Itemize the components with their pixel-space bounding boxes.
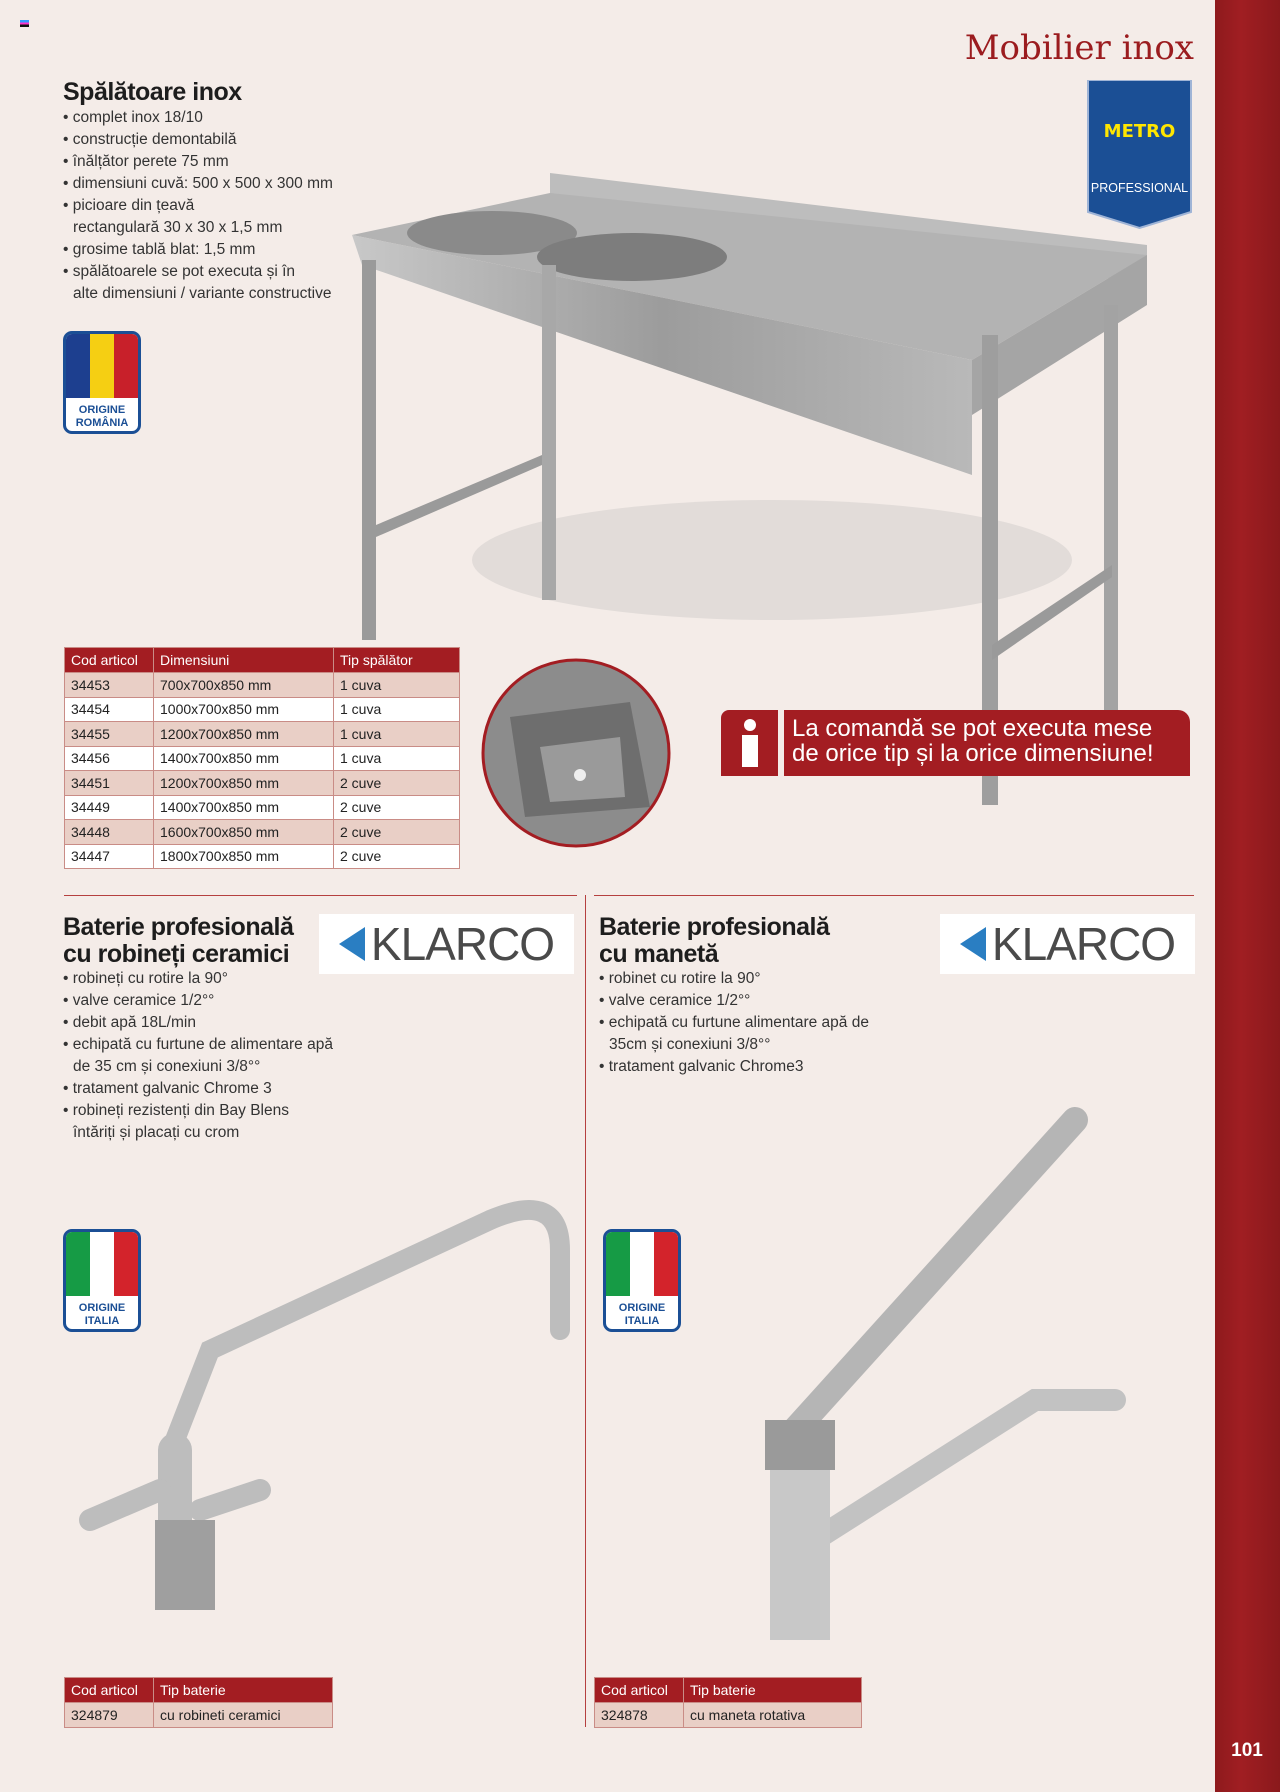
col-header: Cod articol: [65, 648, 154, 673]
table-cell: 1400x700x850 mm: [154, 795, 334, 820]
sink-detail-image: [480, 657, 672, 849]
table-cell: 1800x700x850 mm: [154, 844, 334, 869]
table-cell: 1 cuva: [334, 697, 460, 722]
table-cell: 1 cuva: [334, 746, 460, 771]
origin-italia-badge: ORIGINE ITALIA: [63, 1229, 141, 1332]
faucet2-image: [755, 1100, 1135, 1660]
custom-order-text: La comandă se pot executa mese de orice tip și la orice dimensiune!: [784, 710, 1190, 776]
color-marker-icon: [20, 20, 29, 27]
table-cell: 1 cuva: [334, 722, 460, 747]
table-cell: 1000x700x850 mm: [154, 697, 334, 722]
feature: • echipată cu furtune de alimentare apă de 35 cm și conexiuni 3/8°°: [63, 1034, 383, 1078]
table-cell: 34453: [65, 673, 154, 698]
table-cell: 700x700x850 mm: [154, 673, 334, 698]
sink-table: [64, 647, 460, 869]
faucet1-title: Baterie profesională cu robineți ceramici: [63, 913, 294, 968]
table-cell: 1400x700x850 mm: [154, 746, 334, 771]
table-cell: 2 cuve: [334, 820, 460, 845]
page-number: 101: [1231, 1740, 1263, 1761]
table-cell: 34455: [65, 722, 154, 747]
faucet1-features: [63, 968, 383, 1144]
table-cell: 34448: [65, 820, 154, 845]
table-row: [65, 844, 460, 869]
table-row: [65, 746, 460, 771]
feature: • complet inox 18/10: [63, 107, 363, 129]
table-cell: 2 cuve: [334, 795, 460, 820]
table-row: [65, 697, 460, 722]
origin-country: ROMÂNIA: [75, 417, 129, 429]
faucet1-table: Cod articol Tip baterie 324879 cu robineti ceramici: [64, 1677, 333, 1728]
sink-features: [63, 107, 363, 305]
table-row: [65, 722, 460, 747]
info-icon: [721, 710, 778, 776]
col-header: Tip spălător: [334, 648, 460, 673]
klarco-arrow-icon: [339, 927, 365, 961]
table-row: [65, 820, 460, 845]
feature: • tratament galvanic Chrome3: [599, 1056, 919, 1078]
faucet1-image: [60, 1190, 570, 1640]
table-cell: 2 cuve: [334, 771, 460, 796]
table-cell: 34456: [65, 746, 154, 771]
table-cell: 34451: [65, 771, 154, 796]
feature: • echipată cu furtune alimentare apă de 35cm și conexiuni 3/8°°: [599, 1012, 919, 1056]
feature: • valve ceramice 1/2°°: [599, 990, 919, 1012]
table-cell: 34447: [65, 844, 154, 869]
feature: • valve ceramice 1/2°°: [63, 990, 383, 1012]
metro-brand: METRO: [1103, 121, 1176, 142]
feature: • robineți rezistenți din Bay Blens întăriți și placați cu crom: [63, 1100, 383, 1144]
table-cell: 34454: [65, 697, 154, 722]
feature: • picioare din țeavă rectangulară 30 x 30 x 1,5 mm: [63, 195, 363, 239]
origin-label: ORIGINE: [78, 404, 126, 416]
feature: • dimensiuni cuvă: 500 x 500 x 300 mm: [63, 173, 363, 195]
feature: • tratament galvanic Chrome 3: [63, 1078, 383, 1100]
klarco-logo: KLARCO: [940, 914, 1195, 974]
table-cell: 34449: [65, 795, 154, 820]
custom-order-banner: [721, 710, 1190, 776]
page-title: Mobilier inox: [964, 28, 1194, 68]
feature: • construcție demontabilă: [63, 129, 363, 151]
faucet2-table: Cod articol Tip baterie 324878 cu maneta rotativa: [594, 1677, 862, 1728]
feature: • debit apă 18L/min: [63, 1012, 383, 1034]
divider: [594, 895, 1194, 896]
table-row: [65, 795, 460, 820]
klarco-arrow-icon: [960, 927, 986, 961]
origin-italia-badge: ORIGINE ITALIA: [603, 1229, 681, 1332]
feature: • grosime tablă blat: 1,5 mm: [63, 239, 363, 261]
feature: • robineți cu rotire la 90°: [63, 968, 383, 990]
feature: • înălțător perete 75 mm: [63, 151, 363, 173]
table-row: 324879 cu robineti ceramici: [65, 1703, 333, 1728]
divider-vertical: [585, 895, 586, 1727]
table-cell: 1200x700x850 mm: [154, 722, 334, 747]
table-cell: 2 cuve: [334, 844, 460, 869]
origin-romania-badge: [63, 331, 141, 434]
faucet2-features: [599, 968, 919, 1078]
col-header: Dimensiuni: [154, 648, 334, 673]
klarco-logo: KLARCO: [319, 914, 574, 974]
side-band: [1215, 0, 1280, 1792]
table-row: [65, 771, 460, 796]
table-row: 324878 cu maneta rotativa: [595, 1703, 862, 1728]
faucet2-title: Baterie profesională cu manetă: [599, 913, 830, 968]
table-cell: 1600x700x850 mm: [154, 820, 334, 845]
divider: [64, 895, 577, 896]
table-cell: 1200x700x850 mm: [154, 771, 334, 796]
table-cell: 1 cuva: [334, 673, 460, 698]
feature: • robinet cu rotire la 90°: [599, 968, 919, 990]
metro-sub: PROFESSIONAL: [1090, 181, 1189, 195]
feature: • spălătoarele se pot executa și în alte dimensiuni / variante constructive: [63, 261, 363, 305]
table-row: [65, 673, 460, 698]
sink-title: Spălătoare inox: [63, 78, 242, 106]
